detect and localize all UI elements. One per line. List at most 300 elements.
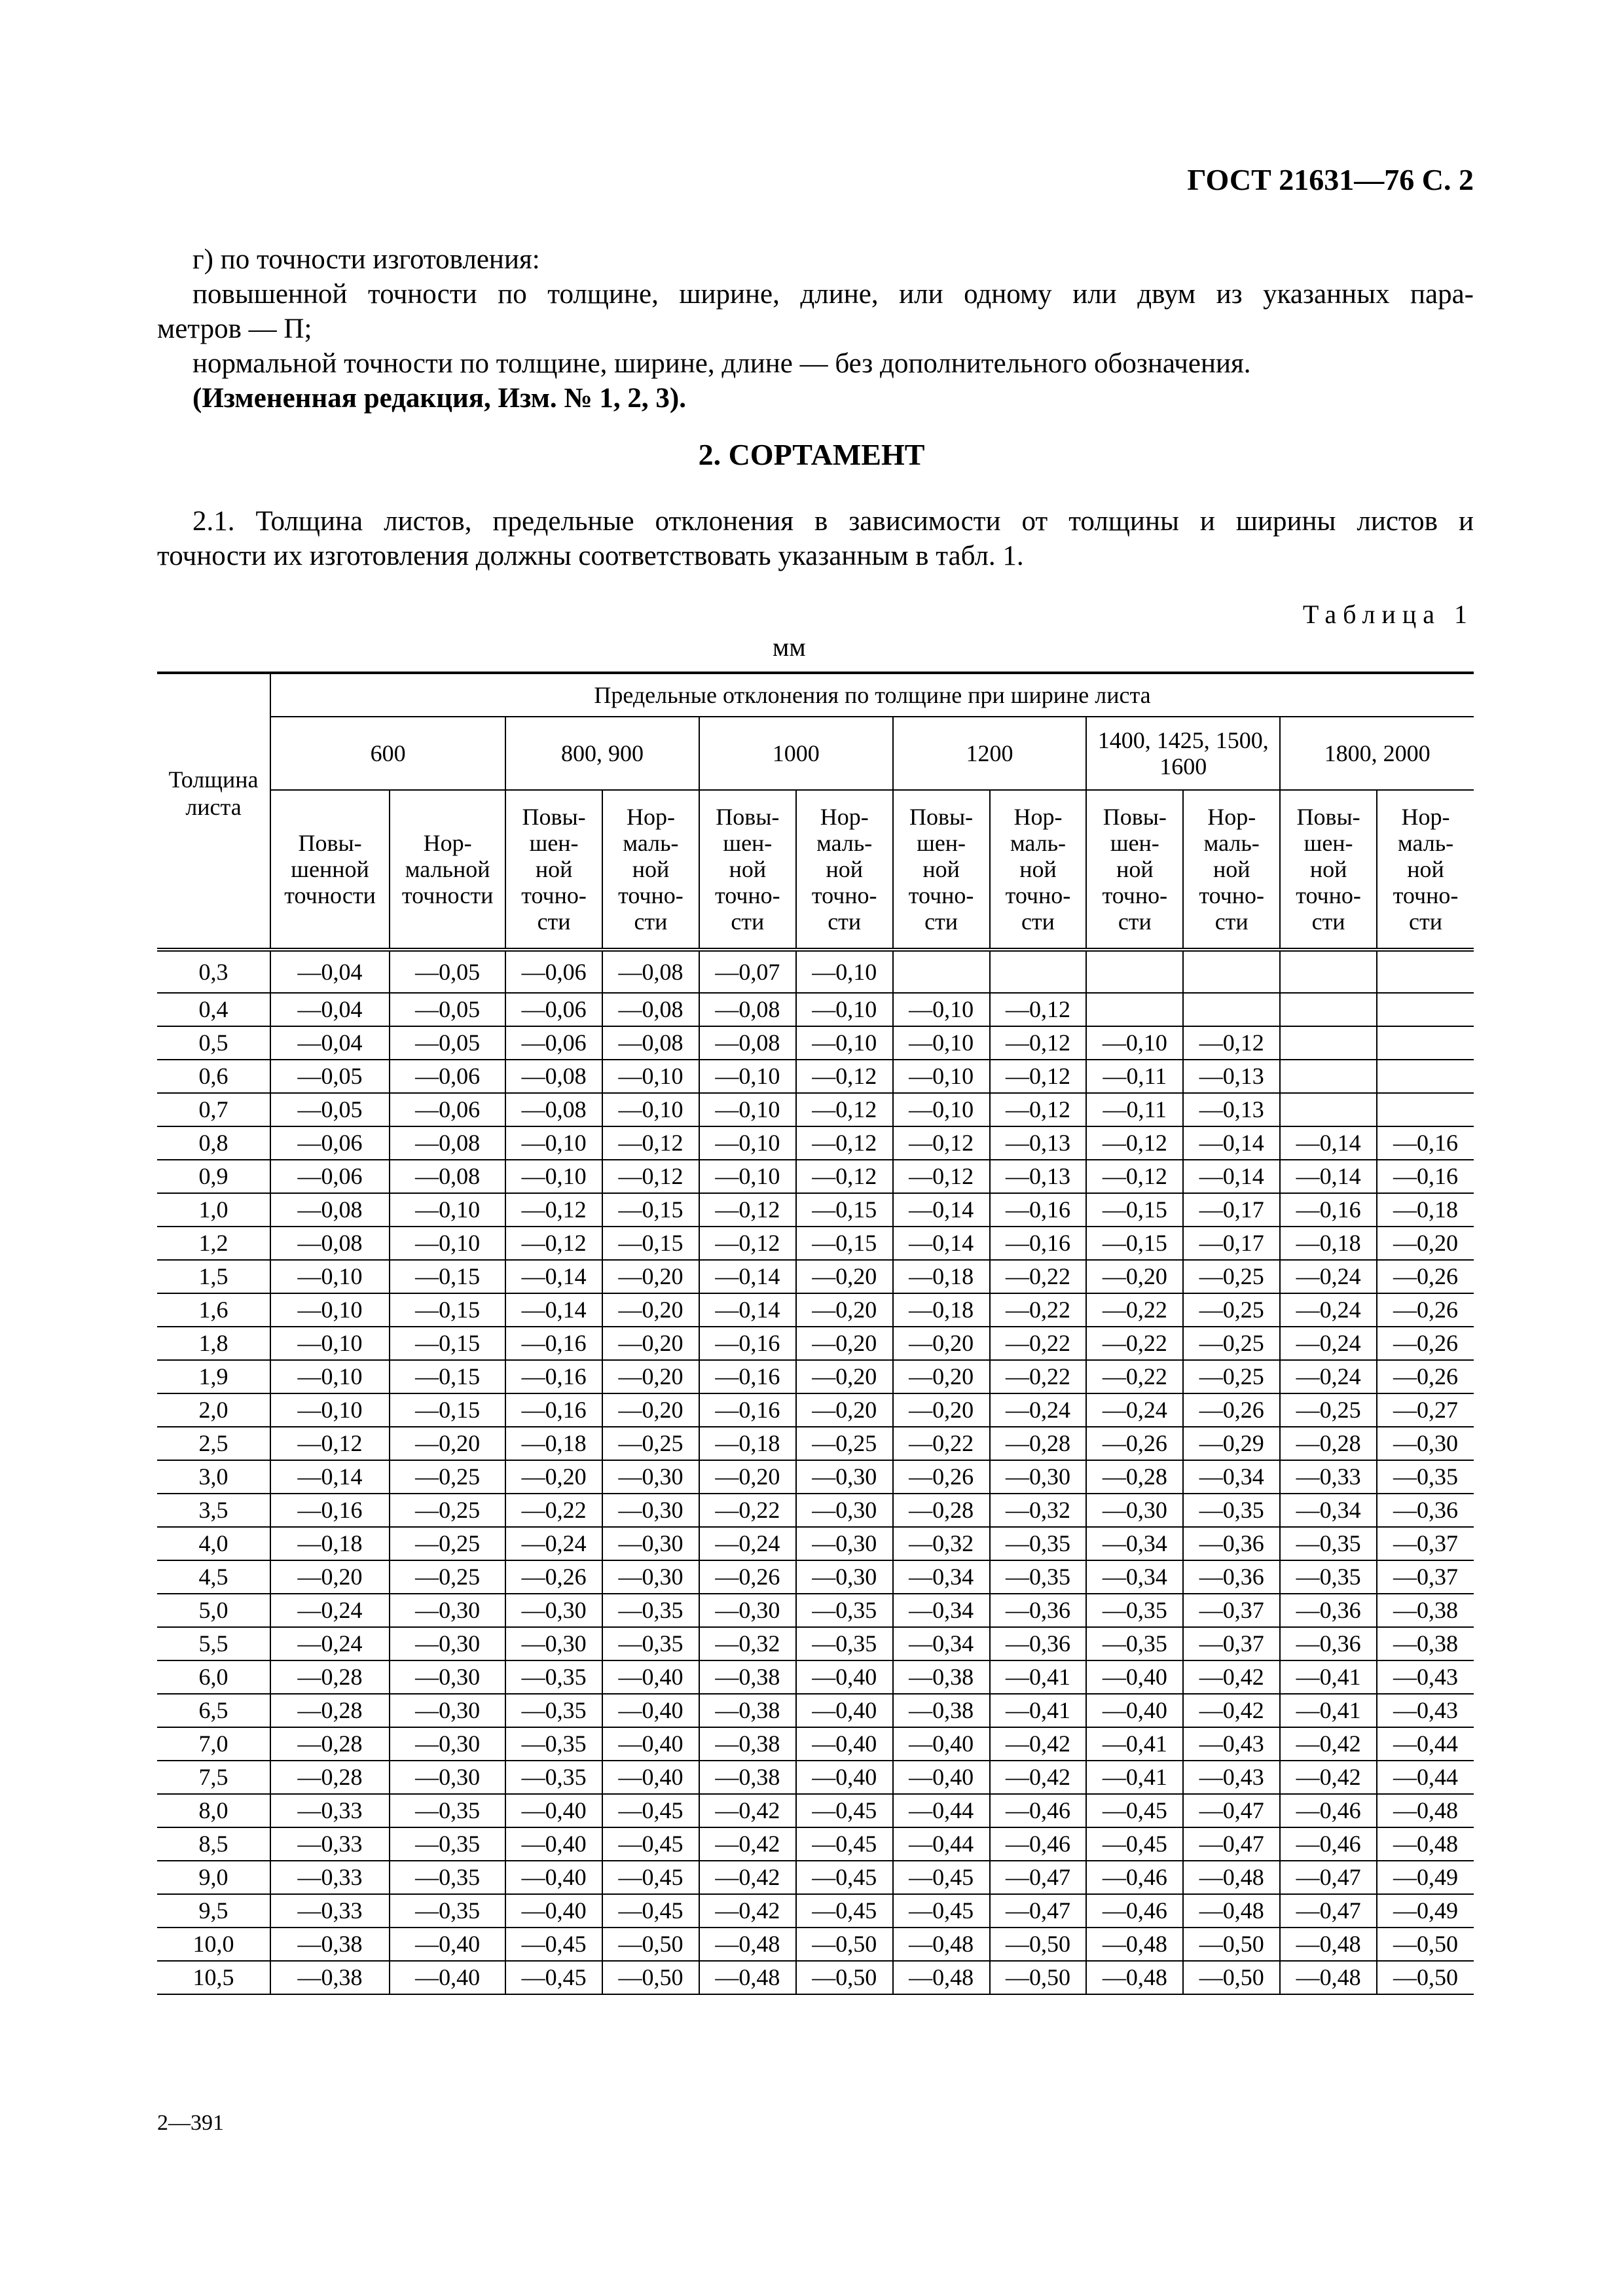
tolerance-cell: —0,10 [699, 1126, 796, 1160]
tolerance-cell: —0,36 [1280, 1594, 1377, 1627]
tolerance-cell: —0,30 [796, 1494, 893, 1527]
tolerance-cell: —0,50 [1377, 1961, 1474, 1994]
tolerance-cell: —0,20 [602, 1260, 699, 1293]
tolerance-cell: —0,20 [602, 1393, 699, 1427]
clause-line: точности их изготовления должны соответствовать указанным в табл. 1. [157, 541, 1024, 571]
tolerance-cell: —0,46 [1280, 1827, 1377, 1861]
table-row [157, 1527, 1474, 1560]
table-row [157, 1794, 1474, 1827]
tolerance-cell: —0,22 [1086, 1293, 1183, 1327]
thickness-cell: 9,0 [157, 1861, 270, 1894]
table-row [157, 950, 1474, 993]
tolerance-cell: —0,40 [796, 1727, 893, 1761]
thickness-cell: 4,5 [157, 1560, 270, 1594]
tolerance-cell [1377, 950, 1474, 993]
tolerance-cell [1183, 950, 1280, 993]
tolerance-cell: —0,42 [1280, 1761, 1377, 1794]
clause-line: 2.1. Толщина листов, предельные отклонения в зависимости от толщины и ширины листов и [192, 506, 1474, 537]
tolerance-cell: —0,40 [390, 1928, 505, 1961]
tolerance-cell: —0,30 [390, 1761, 505, 1794]
tolerance-cell: —0,30 [1377, 1427, 1474, 1460]
tolerance-cell: —0,24 [699, 1527, 796, 1560]
tolerance-cell: —0,08 [505, 1093, 602, 1126]
tolerance-cell: —0,32 [699, 1627, 796, 1660]
tolerance-cell: —0,50 [796, 1961, 893, 1994]
width-header: 1000 [699, 717, 893, 790]
tolerance-cell: —0,36 [1280, 1627, 1377, 1660]
tolerance-cell: —0,50 [796, 1928, 893, 1961]
row-header: Толщина листа [157, 673, 270, 950]
thickness-cell: 0,6 [157, 1060, 270, 1093]
tolerance-cell: —0,22 [505, 1494, 602, 1527]
tolerance-cell: —0,35 [602, 1627, 699, 1660]
tolerance-cell: —0,36 [1183, 1560, 1280, 1594]
tolerance-cell [1377, 1060, 1474, 1093]
tolerance-cell: —0,06 [390, 1060, 505, 1093]
tolerance-cell: —0,16 [699, 1360, 796, 1393]
tolerance-cell: —0,30 [390, 1727, 505, 1761]
tolerance-cell: —0,44 [1377, 1727, 1474, 1761]
tolerance-cell: —0,41 [990, 1694, 1087, 1727]
tolerance-cell: —0,12 [602, 1126, 699, 1160]
tolerance-cell: —0,20 [796, 1393, 893, 1427]
tolerance-cell: —0,15 [796, 1227, 893, 1260]
tolerance-cell: —0,28 [270, 1761, 390, 1794]
tolerance-cell: —0,47 [1183, 1827, 1280, 1861]
tolerance-cell: —0,50 [990, 1961, 1087, 1994]
tolerance-cell: —0,20 [699, 1460, 796, 1494]
tolerance-cell: —0,50 [1377, 1928, 1474, 1961]
tolerance-cell: —0,36 [990, 1627, 1087, 1660]
tolerance-cell: —0,30 [390, 1594, 505, 1627]
tolerance-cell: —0,30 [1086, 1494, 1183, 1527]
tolerance-cell: —0,48 [1086, 1961, 1183, 1994]
tolerance-cell: —0,24 [990, 1393, 1087, 1427]
tolerance-cell: —0,34 [893, 1594, 990, 1627]
tolerance-cell: —0,45 [796, 1827, 893, 1861]
tolerance-cell: —0,14 [505, 1293, 602, 1327]
width-header: 1200 [893, 717, 1087, 790]
tolerance-cell: —0,44 [1377, 1761, 1474, 1794]
thickness-cell: 3,5 [157, 1494, 270, 1527]
tolerance-cell: —0,11 [1086, 1060, 1183, 1093]
tolerance-cell: —0,35 [390, 1794, 505, 1827]
tolerance-cell: —0,22 [990, 1260, 1087, 1293]
tolerance-cell: —0,28 [893, 1494, 990, 1527]
tolerance-cell: —0,13 [990, 1126, 1087, 1160]
thickness-cell: 8,5 [157, 1827, 270, 1861]
tolerance-cell: —0,06 [390, 1093, 505, 1126]
table-row [157, 1093, 1474, 1126]
tolerance-cell: —0,38 [699, 1761, 796, 1794]
tolerance-cell: —0,12 [602, 1160, 699, 1193]
tolerance-cell: —0,30 [602, 1527, 699, 1560]
tolerance-cell: —0,37 [1183, 1627, 1280, 1660]
tolerance-cell: —0,25 [1183, 1327, 1280, 1360]
tolerance-cell: —0,15 [796, 1193, 893, 1227]
tolerance-cell: —0,45 [893, 1894, 990, 1928]
thickness-cell: 5,5 [157, 1627, 270, 1660]
normal-precision-header: Нор- маль- ной точно- сти [1377, 790, 1474, 950]
width-header: 800, 900 [505, 717, 699, 790]
tolerance-cell: —0,10 [893, 1060, 990, 1093]
tolerance-cell: —0,43 [1183, 1761, 1280, 1794]
normal-precision-header: Нор- маль- ной точно- сти [990, 790, 1087, 950]
intro-line: повышенной точности по толщине, ширине, длине, или одному или двум из указанных пара- [192, 279, 1474, 310]
tolerance-cell: —0,47 [990, 1894, 1087, 1928]
tolerance-cell: —0,06 [505, 950, 602, 993]
table-row [157, 1894, 1474, 1928]
tolerance-cell: —0,41 [990, 1660, 1087, 1694]
tolerance-cell: —0,05 [390, 993, 505, 1026]
tolerance-cell: —0,34 [1086, 1527, 1183, 1560]
tolerance-cell: —0,40 [505, 1827, 602, 1861]
tolerance-cell: —0,45 [796, 1894, 893, 1928]
tolerance-cell: —0,35 [796, 1594, 893, 1627]
clause-paragraph [157, 504, 1474, 573]
table-row [157, 1694, 1474, 1727]
width-header: 1800, 2000 [1280, 717, 1474, 790]
tolerance-cell: —0,42 [699, 1794, 796, 1827]
tolerance-cell: —0,35 [602, 1594, 699, 1627]
thickness-cell: 1,5 [157, 1260, 270, 1293]
tolerance-cell: —0,25 [1183, 1360, 1280, 1393]
tolerance-cell: —0,34 [1086, 1560, 1183, 1594]
tolerance-cell: —0,22 [1086, 1327, 1183, 1360]
tolerance-cell: —0,10 [1086, 1026, 1183, 1060]
tolerance-cell: —0,10 [390, 1227, 505, 1260]
increased-precision-header: Повы- шен- ной точно- сти [699, 790, 796, 950]
normal-precision-header: Нор- маль- ной точно- сти [796, 790, 893, 950]
tolerance-cell: —0,44 [893, 1794, 990, 1827]
tolerance-cell: —0,42 [1280, 1727, 1377, 1761]
tolerance-cell: —0,41 [1086, 1761, 1183, 1794]
tolerance-cell: —0,35 [505, 1761, 602, 1794]
tolerance-cell: —0,45 [602, 1827, 699, 1861]
tolerance-cell: —0,08 [602, 950, 699, 993]
tolerance-cell: —0,28 [270, 1660, 390, 1694]
tolerance-cell: —0,43 [1183, 1727, 1280, 1761]
width-header: 1400, 1425, 1500, 1600 [1086, 717, 1280, 790]
tolerance-table [157, 672, 1474, 1995]
table-row [157, 1327, 1474, 1360]
tolerance-cell: —0,40 [602, 1660, 699, 1694]
thickness-cell: 1,6 [157, 1293, 270, 1327]
tolerance-cell: —0,43 [1377, 1660, 1474, 1694]
tolerance-cell: —0,14 [1280, 1160, 1377, 1193]
tolerance-cell: —0,18 [505, 1427, 602, 1460]
table-row [157, 1560, 1474, 1594]
tolerance-cell: —0,05 [270, 1093, 390, 1126]
tolerance-cell: —0,26 [1377, 1327, 1474, 1360]
tolerance-cell: —0,15 [390, 1260, 505, 1293]
tolerance-cell: —0,14 [1280, 1126, 1377, 1160]
tolerance-cell: —0,24 [505, 1527, 602, 1560]
tolerance-cell: —0,41 [1086, 1727, 1183, 1761]
tolerance-cell: —0,04 [270, 1026, 390, 1060]
thickness-cell: 1,8 [157, 1327, 270, 1360]
tolerance-cell: —0,20 [602, 1293, 699, 1327]
tolerance-cell: —0,30 [602, 1560, 699, 1594]
tolerance-cell [990, 950, 1087, 993]
tolerance-cell: —0,35 [1183, 1494, 1280, 1527]
tolerance-cell: —0,42 [699, 1861, 796, 1894]
tolerance-cell: —0,16 [505, 1360, 602, 1393]
tolerance-cell: —0,30 [390, 1660, 505, 1694]
tolerance-cell: —0,15 [602, 1193, 699, 1227]
tolerance-cell: —0,20 [796, 1360, 893, 1393]
tolerance-cell: —0,05 [390, 1026, 505, 1060]
tolerance-cell: —0,24 [270, 1627, 390, 1660]
tolerance-cell: —0,20 [796, 1293, 893, 1327]
tolerance-cell: —0,42 [1183, 1694, 1280, 1727]
tolerance-cell: —0,28 [1280, 1427, 1377, 1460]
tolerance-cell: —0,33 [270, 1894, 390, 1928]
tolerance-cell: —0,40 [390, 1961, 505, 1994]
tolerance-cell: —0,14 [893, 1227, 990, 1260]
tolerance-cell: —0,24 [270, 1594, 390, 1627]
tolerance-cell: —0,14 [699, 1260, 796, 1293]
tolerance-cell: —0,40 [893, 1727, 990, 1761]
tolerance-cell: —0,10 [602, 1093, 699, 1126]
tolerance-cell: —0,50 [602, 1961, 699, 1994]
tolerance-cell: —0,46 [990, 1794, 1087, 1827]
tolerance-cell: —0,12 [990, 1026, 1087, 1060]
tolerance-cell: —0,49 [1377, 1861, 1474, 1894]
tolerance-cell: —0,25 [390, 1494, 505, 1527]
tolerance-cell: —0,20 [893, 1327, 990, 1360]
tolerance-cell: —0,17 [1183, 1193, 1280, 1227]
normal-precision-header: Нор- маль- ной точно- сти [602, 790, 699, 950]
thickness-cell: 2,5 [157, 1427, 270, 1460]
tolerance-cell: —0,35 [990, 1560, 1087, 1594]
tolerance-cell [1183, 993, 1280, 1026]
tolerance-cell: —0,26 [1377, 1293, 1474, 1327]
tolerance-cell: —0,16 [699, 1393, 796, 1427]
thickness-cell: 0,7 [157, 1093, 270, 1126]
tolerance-cell: —0,18 [270, 1527, 390, 1560]
table-row [157, 1427, 1474, 1460]
tolerance-cell: —0,48 [1280, 1961, 1377, 1994]
tolerance-cell: —0,48 [893, 1928, 990, 1961]
tolerance-cell: —0,20 [796, 1327, 893, 1360]
tolerance-cell: —0,26 [1086, 1427, 1183, 1460]
tolerance-cell: —0,10 [390, 1193, 505, 1227]
tolerance-cell: —0,14 [1183, 1126, 1280, 1160]
tolerance-cell: —0,14 [505, 1260, 602, 1293]
tolerance-cell: —0,20 [1377, 1227, 1474, 1260]
tolerance-cell: —0,12 [699, 1227, 796, 1260]
tolerance-cell: —0,14 [699, 1293, 796, 1327]
tolerance-cell: —0,16 [1377, 1160, 1474, 1193]
tolerance-cell: —0,05 [270, 1060, 390, 1093]
thickness-cell: 0,5 [157, 1026, 270, 1060]
tolerance-cell: —0,45 [505, 1928, 602, 1961]
tolerance-cell: —0,44 [893, 1827, 990, 1861]
tolerance-cell: —0,15 [602, 1227, 699, 1260]
tolerance-cell: —0,05 [390, 950, 505, 993]
tolerance-cell: —0,38 [699, 1727, 796, 1761]
tolerance-cell [893, 950, 990, 993]
tolerance-cell: —0,38 [270, 1961, 390, 1994]
increased-precision-header: Повы- шен- ной точно- сти [505, 790, 602, 950]
table-row [157, 1494, 1474, 1527]
increased-precision-header: Повы- шен- ной точно- сти [893, 790, 990, 950]
tolerance-cell: —0,35 [1086, 1594, 1183, 1627]
tolerance-cell: —0,37 [1377, 1527, 1474, 1560]
tolerance-cell: —0,30 [602, 1460, 699, 1494]
tolerance-cell: —0,16 [270, 1494, 390, 1527]
table-row [157, 1761, 1474, 1794]
table-row [157, 1627, 1474, 1660]
tolerance-cell: —0,06 [270, 1160, 390, 1193]
tolerance-cell: —0,35 [390, 1894, 505, 1928]
tolerance-cell: —0,33 [270, 1861, 390, 1894]
tolerance-cell: —0,10 [505, 1126, 602, 1160]
tolerance-cell: —0,15 [390, 1360, 505, 1393]
tolerance-cell: —0,42 [699, 1827, 796, 1861]
table-row [157, 1660, 1474, 1694]
tolerance-cell: —0,35 [1280, 1560, 1377, 1594]
tolerance-cell: —0,10 [893, 1026, 990, 1060]
tolerance-cell: —0,18 [699, 1427, 796, 1460]
thickness-cell: 10,0 [157, 1928, 270, 1961]
tolerance-cell: —0,45 [505, 1961, 602, 1994]
tolerance-cell: —0,37 [1377, 1560, 1474, 1594]
width-header: 600 [270, 717, 505, 790]
tolerance-cell: —0,32 [990, 1494, 1087, 1527]
tolerance-cell: —0,08 [390, 1160, 505, 1193]
tolerance-cell: —0,38 [893, 1660, 990, 1694]
increased-precision-header: Повы- шенной точности [270, 790, 390, 950]
tolerance-cell: —0,12 [796, 1060, 893, 1093]
tolerance-cell: —0,40 [796, 1694, 893, 1727]
tolerance-cell: —0,08 [699, 993, 796, 1026]
tolerance-cell: —0,08 [699, 1026, 796, 1060]
tolerance-cell [1377, 993, 1474, 1026]
tolerance-cell: —0,30 [990, 1460, 1087, 1494]
tolerance-cell: —0,40 [1086, 1694, 1183, 1727]
tolerance-cell: —0,24 [1086, 1393, 1183, 1427]
tolerance-cell: —0,15 [390, 1293, 505, 1327]
tolerance-cell: —0,11 [1086, 1093, 1183, 1126]
tolerance-cell: —0,17 [1183, 1227, 1280, 1260]
tolerance-cell: —0,30 [602, 1494, 699, 1527]
table-row [157, 1594, 1474, 1627]
table-row [157, 1193, 1474, 1227]
tolerance-cell: —0,45 [796, 1794, 893, 1827]
tolerance-cell: —0,12 [1086, 1126, 1183, 1160]
tolerance-cell: —0,35 [505, 1727, 602, 1761]
tolerance-cell: —0,10 [270, 1327, 390, 1360]
tolerance-cell: —0,24 [1280, 1260, 1377, 1293]
thickness-cell: 4,0 [157, 1527, 270, 1560]
table-row [157, 1961, 1474, 1994]
tolerance-cell: —0,10 [270, 1293, 390, 1327]
tolerance-cell: —0,12 [505, 1193, 602, 1227]
tolerance-cell [1280, 950, 1377, 993]
amendment-note: (Измененная редакция, Изм. № 1, 2, 3). [192, 383, 686, 414]
table-row [157, 1393, 1474, 1427]
tolerance-cell: —0,10 [270, 1260, 390, 1293]
tolerance-cell: —0,47 [1280, 1861, 1377, 1894]
thickness-cell: 10,5 [157, 1961, 270, 1994]
tolerance-cell: —0,34 [893, 1560, 990, 1594]
tolerance-cell: —0,27 [1377, 1393, 1474, 1427]
page-code: 2—391 [157, 2111, 224, 2135]
thickness-cell: 1,2 [157, 1227, 270, 1260]
tolerance-cell: —0,08 [602, 1026, 699, 1060]
thickness-cell: 1,0 [157, 1193, 270, 1227]
tolerance-cell: —0,35 [505, 1660, 602, 1694]
tolerance-cell: —0,24 [1280, 1360, 1377, 1393]
tolerance-cell: —0,50 [1183, 1928, 1280, 1961]
tolerance-cell: —0,41 [1280, 1660, 1377, 1694]
tolerance-cell: —0,32 [893, 1527, 990, 1560]
tolerance-cell: —0,20 [505, 1460, 602, 1494]
tolerance-cell: —0,08 [505, 1060, 602, 1093]
thickness-cell: 0,4 [157, 993, 270, 1026]
intro-line: г) по точности изготовления: [192, 244, 540, 275]
table-row [157, 1861, 1474, 1894]
increased-precision-header: Повы- шен- ной точно- сти [1086, 790, 1183, 950]
tolerance-cell: —0,35 [1377, 1460, 1474, 1494]
tolerance-cell: —0,42 [1183, 1660, 1280, 1694]
tolerance-cell: —0,34 [1183, 1460, 1280, 1494]
intro-line: нормальной точности по толщине, ширине, длине — без дополнительного обозначения. [192, 348, 1251, 379]
tolerance-cell: —0,33 [1280, 1460, 1377, 1494]
tolerance-cell: —0,25 [602, 1427, 699, 1460]
tolerance-cell: —0,48 [699, 1961, 796, 1994]
tolerance-cell: —0,33 [270, 1827, 390, 1861]
tolerance-cell [1280, 1026, 1377, 1060]
thickness-cell: 3,0 [157, 1460, 270, 1494]
tolerance-cell: —0,38 [270, 1928, 390, 1961]
table-row [157, 1026, 1474, 1060]
tolerance-cell: —0,40 [505, 1861, 602, 1894]
tolerance-cell: —0,48 [1377, 1827, 1474, 1861]
top-header: Предельные отклонения по толщине при ширине листа [270, 673, 1474, 717]
tolerance-cell: —0,48 [1086, 1928, 1183, 1961]
tolerance-cell: —0,50 [1183, 1961, 1280, 1994]
tolerance-cell: —0,26 [1377, 1260, 1474, 1293]
thickness-cell: 2,0 [157, 1393, 270, 1427]
tolerance-cell: —0,16 [505, 1393, 602, 1427]
tolerance-cell: —0,40 [796, 1761, 893, 1794]
tolerance-cell: —0,10 [270, 1393, 390, 1427]
tolerance-cell: —0,45 [602, 1894, 699, 1928]
intro-line: метров — П; [157, 314, 312, 344]
tolerance-cell: —0,22 [990, 1360, 1087, 1393]
tolerance-cell: —0,10 [270, 1360, 390, 1393]
tolerance-cell: —0,15 [390, 1327, 505, 1360]
tolerance-cell: —0,22 [1086, 1360, 1183, 1393]
unit-label: мм [773, 632, 806, 662]
tolerance-cell: —0,47 [1280, 1894, 1377, 1928]
tolerance-cell: —0,30 [796, 1460, 893, 1494]
tolerance-cell: —0,37 [1183, 1594, 1280, 1627]
tolerance-cell: —0,26 [1183, 1393, 1280, 1427]
tolerance-cell: —0,50 [990, 1928, 1087, 1961]
tolerance-cell: —0,07 [699, 950, 796, 993]
table-row [157, 1293, 1474, 1327]
tolerance-cell: —0,10 [505, 1160, 602, 1193]
thickness-cell: 8,0 [157, 1794, 270, 1827]
tolerance-cell: —0,06 [505, 993, 602, 1026]
tolerance-cell: —0,34 [1280, 1494, 1377, 1527]
tolerance-cell: —0,13 [1183, 1060, 1280, 1093]
tolerance-cell: —0,16 [990, 1193, 1087, 1227]
